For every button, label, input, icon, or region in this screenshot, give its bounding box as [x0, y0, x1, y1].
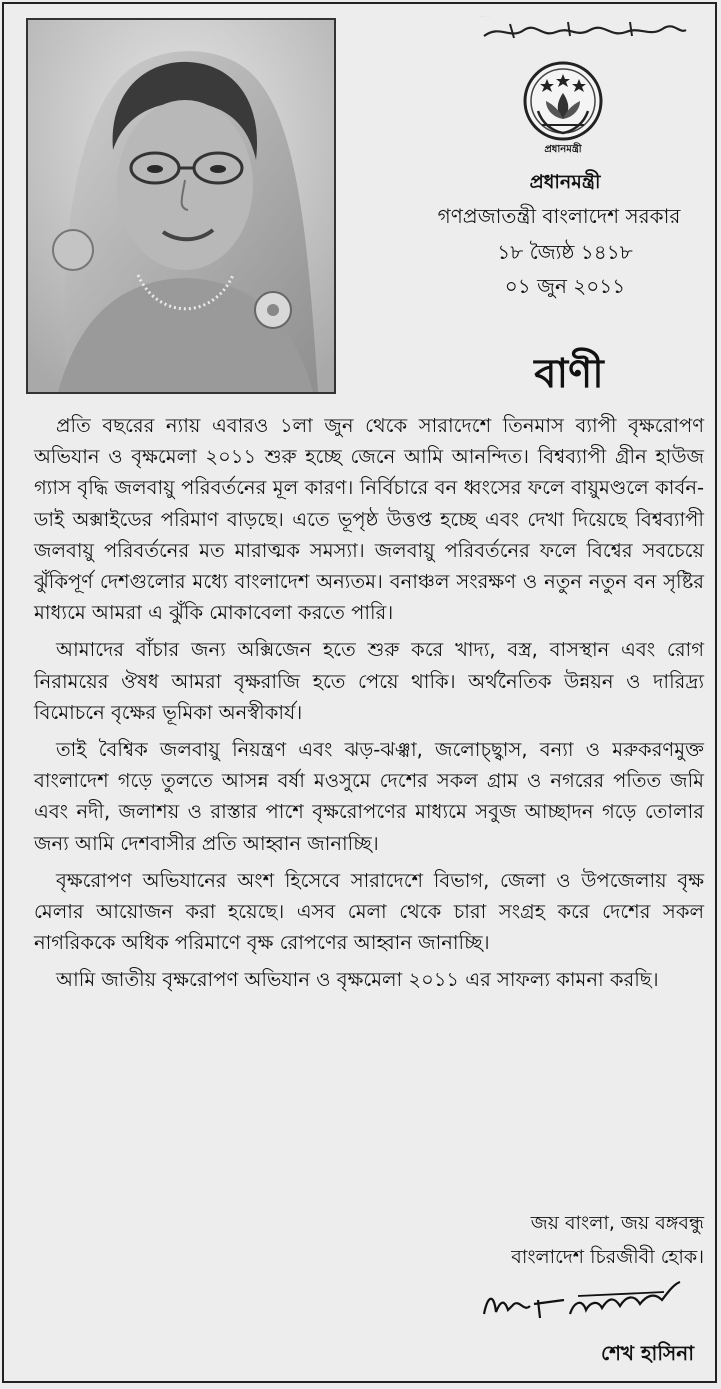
office-title: প্রধানমন্ত্রী [529, 171, 601, 193]
government-name: গণপ্রজাতন্ত্রী বাংলাদেশ সরকার [437, 204, 681, 228]
signature-text: শেখ হাসিনা [474, 1274, 479, 1275]
paragraph: প্রতি বছরের ন্যায় এবারও ১লা জুন থেকে সারাদেশে তিনমাস ব্যাপী বৃক্ষরোপণ অভিযান ও বৃক্ষমেলা ২০১১ শুরু হচ্ছে জেনে আমি আনন্দিত। বিশ্বব্যাপী গ্রীন হাউজ গ্যাস বৃদ্ধি জলবায়ু পরিবর্তনের মূল কারণ। নির্বিচারে বন ধ্বংসের ফলে বায়ুমণ্ডলে কার্বন-ডাই অক্সাইডের পরিমাণ বাড়ছে। এতে ভূপৃষ্ঠ উত্তপ্ত হচ্ছে এবং দেখা দিয়েছে বিশ্বব্যাপী জলবায়ু পরিবর্তনের মত মারাত্মক সমস্যা। জলবায়ু পরিবর্তনের ফলে বিশ্বের সবচেয়ে ঝুঁকিপূর্ণ দেশগুলোর মধ্যে বাংলাদেশ অন্যতম। বনাঞ্চল সংরক্ষণ ও নতুন নতুন বন সৃষ্টির মাধ্যমে আমরা এ ঝুঁকি মোকাবেলা করতে পারি। [34, 414, 704, 625]
message-heading: বাণী [534, 351, 604, 397]
date-gregorian: ০১ জুন ২০১১ [504, 274, 626, 298]
message-page [2, 2, 717, 1383]
closing-line-1: জয় বাংলা, জয় বঙ্গবন্ধু [530, 1212, 704, 1234]
paragraph: আমি জাতীয় বৃক্ষরোপণ অভিযান ও বৃক্ষমেলা ২০১১ এর সাফল্য কামনা করছি। [56, 968, 659, 992]
closing-line-2: বাংলাদেশ চিরজীবী হোক। [511, 1246, 704, 1268]
portrait-photo [26, 18, 336, 394]
paragraph: আমাদের বাঁচার জন্য অক্সিজেন হতে শুরু করে খাদ্য, বস্ত্র, বাসস্থান এবং রোগ নিরাময়ের ঔষধ আমরা বৃক্ষরাজি হতে পেয়ে থাকি। অর্থনৈতিক উন্নয়ন ও দারিদ্র্য বিমোচনে বৃক্ষের ভূমিকা অনস্বীকার্য। [34, 638, 704, 724]
pm-office-seal-icon [516, 59, 610, 155]
paragraph: বৃক্ষরোপণ অভিযানের অংশ হিসেবে সারাদেশে বিভাগ, জেলা ও উপজেলায় বৃক্ষ মেলার আয়োজন করা হয়েছে। এসব মেলা থেকে চারা সংগ্রহ করে দেশের সকল নাগরিককে অধিক পরিমাণে বৃক্ষ রোপণের আহ্বান জানাচ্ছি। [34, 868, 704, 955]
handwritten-signature [474, 1274, 694, 1334]
paragraph: তাই বৈশ্বিক জলবায়ু নিয়ন্ত্রণ এবং ঝড়-ঝঞ্ঝা, জলোচ্ছ্বাস, বন্যা ও মরুকরণমুক্ত বাংলাদেশ গড়ে তুলতে আসন্ন বর্ষা মওসুমে দেশের সকল গ্রাম ও নগরের পতিত জমি এবং নদী, জলাশয় ও রাস্তার পাশে বৃক্ষরোপণের মাধ্যমে সবুজ আচ্ছাদন গড়ে তোলার জন্য আমি দেশবাসীর প্রতি আহ্বান জানাচ্ছি। [34, 738, 704, 855]
message-body [34, 410, 704, 1002]
bismillah-text: بِسْمِ اللهِ الرَّحْمٰنِ الرَّحِيْمِ [480, 16, 491, 17]
date-bangla: ১৮ জ্যৈষ্ঠ ১৪১৮ [497, 240, 633, 264]
bismillah-calligraphy [480, 16, 690, 44]
seal-caption: প্রধানমন্ত্রী [544, 144, 582, 155]
signer-name: শেখ হাসিনা [600, 1341, 694, 1365]
closing-slogans [384, 1206, 704, 1274]
